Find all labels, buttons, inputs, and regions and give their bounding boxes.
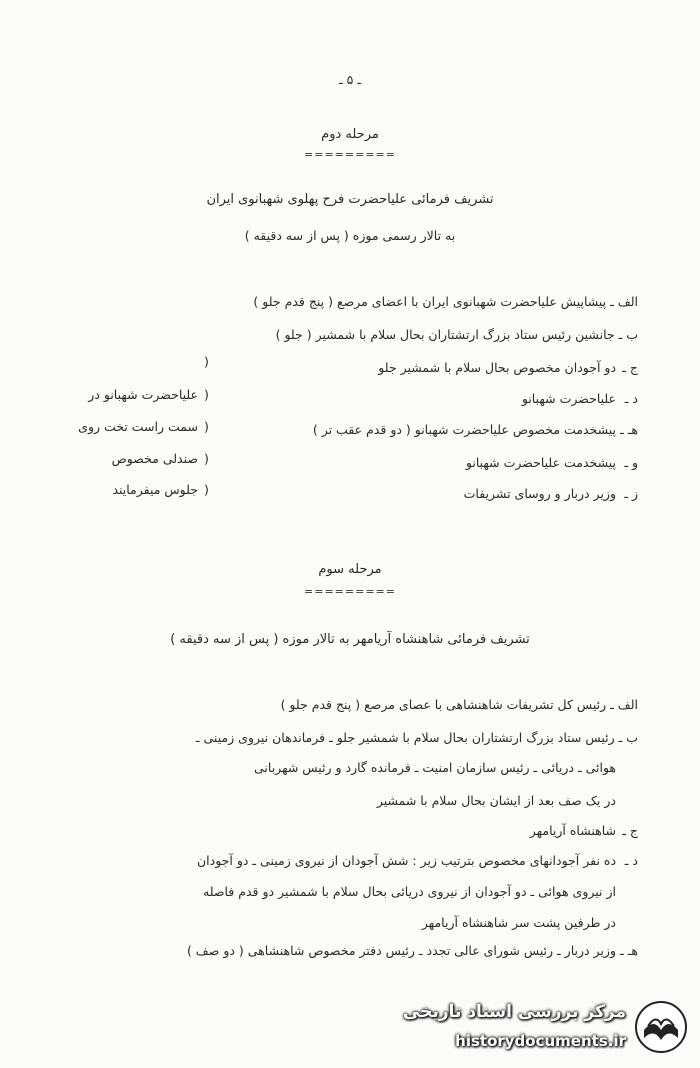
item-letter: هـ ـ (620, 943, 638, 958)
stage-three-heading: تشریف فرمائی شاهنشاه آریامهر به تالار موزه ( پس از سه دقیقه ) (170, 632, 530, 647)
stage-three-item (187, 943, 638, 959)
stage-two-heading: تشریف فرمائی علیاحضرت فرح پهلوی شهبانوی ایران (206, 192, 494, 207)
stage-two-item (466, 455, 638, 471)
item-letter: الف ـ (610, 697, 638, 712)
stage-two-subheading: به تالار رسمی موزه ( پس از سه دقیقه ) (244, 228, 456, 243)
item-letter: ز ـ (624, 486, 638, 501)
stage-two-item (522, 391, 638, 407)
page-number: ـ ۵ ـ (339, 72, 361, 87)
stage-three-item (281, 697, 638, 713)
item-letter: الف ـ (610, 294, 638, 309)
item-letter: د ـ (624, 853, 638, 868)
side-bracket: ) (204, 419, 209, 434)
item-text: رئیس کل تشریفات شاهنشاهی با عصای مرصع ( پنج قدم جلو ) (280, 697, 607, 712)
stage-two-item (378, 360, 638, 376)
stage-two-item (276, 327, 638, 343)
stage-three-item (530, 823, 638, 839)
item-text: پیشخدمت علیاحضرت شهبانو (465, 455, 617, 470)
side-note-line: صندلی مخصوص (111, 451, 198, 466)
stage-three-item (196, 730, 638, 746)
side-note-line: جلوس میفرمایند (112, 482, 198, 497)
item-continuation: هوائی ـ دریائی ـ رئیس سازمان امنیت ـ فرمانده گارد و رئیس شهربانی (254, 760, 616, 775)
item-continuation: در یک صف بعد از ایشان بحال سلام با شمشیر (376, 793, 616, 808)
item-letter: ب ـ (618, 327, 638, 342)
item-text: رئیس ستاد بزرگ ارتشتاران بحال سلام با شمشیر جلو ـ فرماندهان نیروی زمینی ـ (195, 730, 615, 745)
stage-two-item (253, 294, 638, 310)
item-letter: ج ـ (622, 360, 638, 375)
open-book-logo-icon (634, 1000, 688, 1054)
item-letter: و ـ (624, 455, 638, 470)
side-note-line: سمت راست تخت روی (78, 419, 198, 434)
item-letter: د ـ (624, 391, 638, 406)
item-text: پیشاپیش علیاحضرت شهبانوی ایران با اعضای مرصع ( پنج قدم جلو ) (253, 294, 607, 309)
side-bracket: ) (204, 482, 209, 497)
stage-three-title: مرحله سوم (318, 562, 382, 577)
footer-site-url[interactable]: historydocuments.ir (455, 1032, 626, 1050)
item-text: دو آجودان مخصوص بحال سلام با شمشیر جلو (378, 360, 617, 375)
item-text: وزیر دربار ـ رئیس شورای عالی تجدد ـ رئیس دفتر مخصوص شاهنشاهی ( دو صف ) (186, 943, 617, 958)
item-text: جانشین رئیس ستاد بزرگ ارتشتاران بحال سلام با شمشیر ( جلو ) (275, 327, 615, 342)
item-text: پیشخدمت مخصوص علیاحضرت شهبانو ( دو قدم عقب تر ) (312, 422, 617, 437)
stage-three-underline: ========= (304, 585, 396, 598)
side-bracket: ) (204, 354, 209, 369)
stage-two-title: مرحله دوم (321, 127, 379, 142)
item-continuation: در طرفین پشت سر شاهنشاه آریامهر (421, 915, 616, 930)
item-text: شاهنشاه آریامهر (529, 823, 617, 838)
side-note-line: علیاحضرت شهبانو در (88, 387, 198, 402)
item-text: علیاحضرت شهبانو (521, 391, 617, 406)
item-letter: ب ـ (618, 730, 638, 745)
footer-site-name: مرکز بررسی اسناد تاریخی (403, 1002, 626, 1022)
item-letter: ج ـ (622, 823, 638, 838)
item-continuation: از نیروی هوائی ـ دو آجودان از نیروی دریائی بحال سلام با شمشیر دو قدم فاصله (203, 884, 616, 899)
stage-two-item (464, 486, 638, 502)
item-text: ده نفر آجودانهای مخصوص بترتیب زیر : شش آجودان از نیروی زمینی ـ دو آجودان (196, 853, 617, 868)
side-bracket: ) (204, 387, 209, 402)
stage-two-item (313, 422, 638, 438)
stage-three-item (197, 853, 638, 869)
side-bracket: ) (204, 451, 209, 466)
item-text: وزیر دربار و روسای تشریفات (463, 486, 617, 501)
item-letter: هـ ـ (620, 422, 638, 437)
stage-two-underline: ========= (304, 148, 396, 161)
